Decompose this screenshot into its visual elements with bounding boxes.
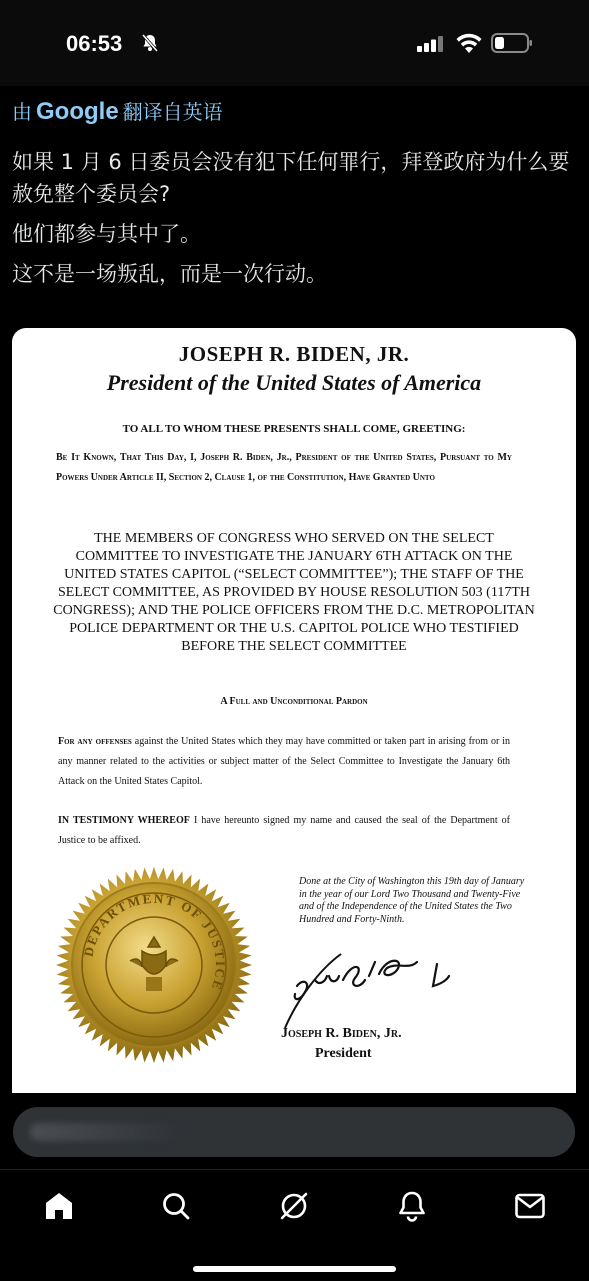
document-testimony-lead: IN TESTIMONY WHEREOF [58, 815, 190, 826]
translated-by-google-link[interactable] [12, 96, 223, 126]
cellular-signal-icon [417, 36, 445, 56]
document-testimony-text: I have hereunto signed my name and caused the seal of the Department of Justice to be affixed. [58, 815, 510, 846]
status-time: 06:53 [66, 31, 123, 56]
bell-muted-icon [140, 33, 160, 57]
document-offense-text: against the United States which they may have committed or taken part in arising from or in any manner related to the activities or subject matter of the Select Committee to Investigate the January 6th Attack on the United States Capitol. [58, 736, 510, 787]
document-members-clause: THE MEMBERS OF CONGRESS WHO SERVED ON THE SELECT COMMITTEE TO INVESTIGATE THE JANUARY 6TH ATTACK ON THE UNITED STATES CAPITOL (“SELECT COMMITTEE”); THE STAFF OF THE SELECT COMMITTEE, AS PROVIDED BY HOUSE RESOLUTION 503 (117TH CONGRESS); AND THE POLICE OFFICERS FROM THE D.C. METROPOLITAN POLICE DEPARTMENT OR THE U.S. CAPITOL POLICE WHO TESTIFIED BEFORE THE SELECT COMMITTEE [53, 531, 535, 654]
document-testimony-clause [58, 811, 510, 851]
signer-role: President [315, 1046, 372, 1061]
wifi-icon [455, 32, 483, 58]
home-icon[interactable] [39, 1186, 79, 1226]
messages-icon[interactable] [510, 1186, 550, 1226]
reply-placeholder-blurred [30, 1123, 180, 1141]
post-paragraph: 如果 1 月 6 日委员会没有犯下任何罪行，拜登政府为什么要赦免整个委员会? [12, 150, 570, 206]
post-image-pardon-document[interactable] [12, 328, 576, 1108]
signer-name: Joseph R. Biden, Jr. [281, 1026, 402, 1041]
svg-text:DEPARTMENT OF JUSTICE: DEPARTMENT OF JUSTICE [80, 890, 229, 994]
document-signer [281, 1026, 481, 1062]
google-brand: Google [36, 98, 119, 125]
notifications-icon[interactable] [392, 1186, 432, 1226]
document-offense-lead: For any offenses [58, 736, 132, 747]
post-paragraph: 这不是一场叛乱，而是一次行动。 [12, 262, 327, 286]
grok-icon[interactable] [274, 1186, 314, 1226]
status-bar [0, 0, 589, 86]
document-subtitle: President of the United States of America [106, 370, 482, 395]
department-of-justice-seal [54, 865, 254, 1070]
post-paragraph: 他们都参与其中了。 [12, 222, 201, 246]
document-done-at: Done at the City of Washington this 19th day of January in the year of our Lord Two Thousand and Twenty-Five and of the Independence of the United States the Two Hundred and Forty-Ninth. [299, 876, 525, 925]
document-greeting: TO ALL TO WHOM THESE PRESENTS SHALL COME, GREETING: [122, 423, 466, 435]
president-signature [267, 950, 487, 1035]
translated-from-label: 翻译自英语 [122, 100, 223, 124]
post-text [12, 146, 582, 296]
translated-by-label: 由 [12, 100, 32, 124]
document-known-clause: Be It Known, That This Day, I, Joseph R. Biden, Jr., President of the United States, Pursuant to My Powers Under Article II, Section 2, Clause 1, of the Constitution, Have Granted Unto [56, 452, 512, 483]
search-icon[interactable] [156, 1186, 196, 1226]
document-name: JOSEPH R. BIDEN, JR. [178, 342, 410, 366]
document-offense-clause [58, 732, 510, 792]
battery-icon [491, 33, 533, 57]
bottom-nav [0, 1169, 589, 1281]
home-indicator[interactable] [193, 1266, 396, 1272]
document-pardon-heading: A Full and Unconditional Pardon [220, 696, 368, 707]
